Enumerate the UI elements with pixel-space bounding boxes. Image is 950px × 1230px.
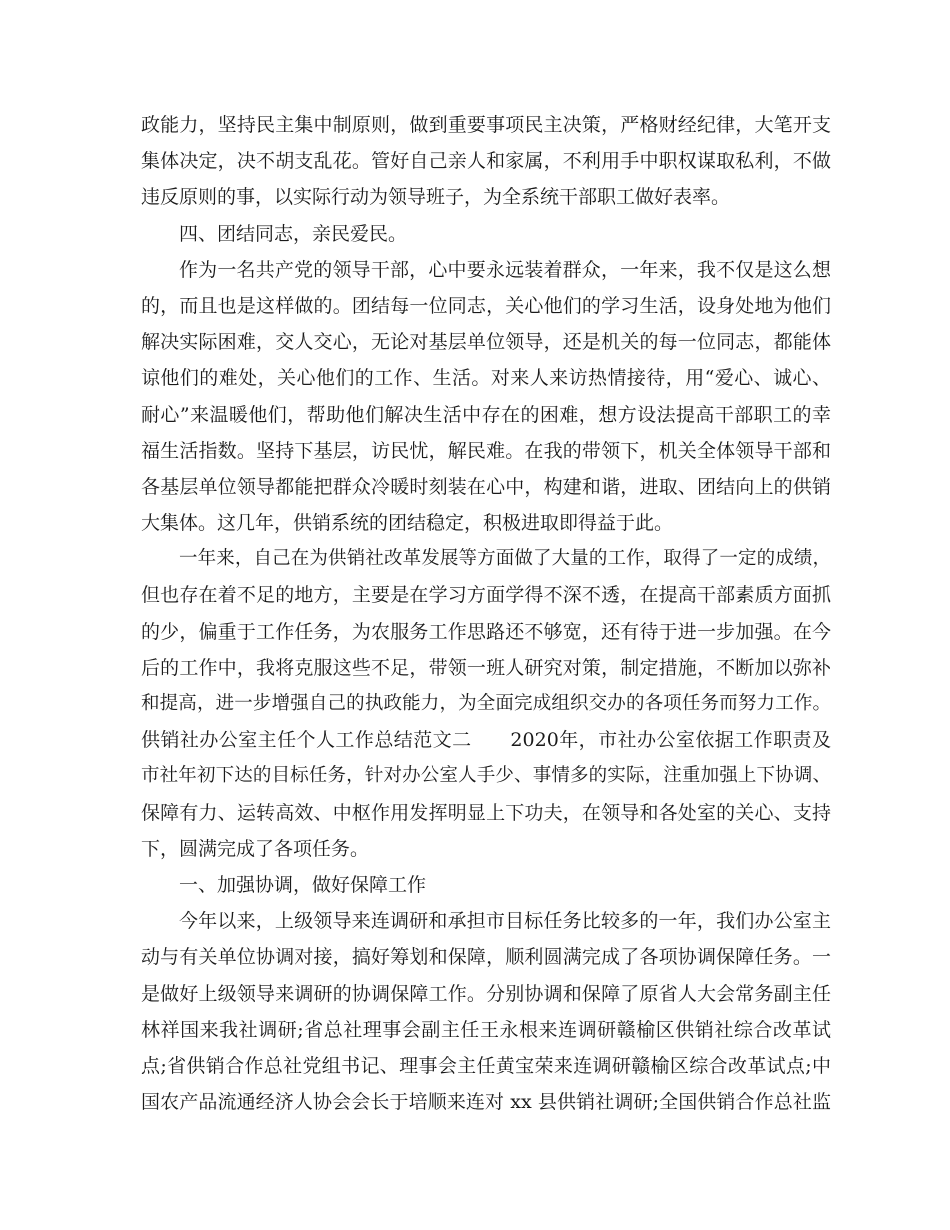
text-line: 解决实际困难，交人交心，无论对基层单位领导，还是机关的每一位同志，都能体: [141, 331, 831, 354]
text-line: 谅他们的难处，关心他们的工作、生活。对来人来访热情接待，用“爱心、诚心、: [141, 367, 831, 390]
text-line: 违反原则的事，以实际行动为领导班子，为全系统干部职工做好表率。: [141, 186, 731, 209]
text-line: 点;省供销合作总社党组书记、理事会主任黄宝荣来连调研赣榆区综合改革试点;中: [141, 1054, 831, 1077]
text-line: 四、团结同志，亲民爱民。: [179, 222, 408, 245]
text-line: 政能力，坚持民主集中制原则，做到重要事项民主决策，严格财经纪律，大笔开支: [141, 114, 831, 136]
text-line: 市社年初下达的目标任务，针对办公室人手少、事情多的实际，注重加强上下协调、: [141, 765, 831, 787]
text-line: 供销社办公室主任个人工作总结范文二 2020年，市社办公室依据工作职责及: [141, 729, 831, 752]
text-line: 今年以来，上级领导来连调研和承担市目标任务比较多的一年，我们办公室主: [179, 910, 831, 933]
text-line: 是做好上级领导来调研的协调保障工作。分别协调和保障了原省人大会常务副主任: [141, 982, 831, 1005]
text-line: 耐心”来温暖他们，帮助他们解决生活中存在的困难，想方设法提高干部职工的幸: [141, 403, 831, 426]
text-line: 国农产品流通经济人协会会长于培顺来连对 xx 县供销社调研;全国供销合作总社监: [141, 1091, 831, 1114]
text-line: 的少，偏重于工作任务，为农服务工作思路还不够宽，还有待于进一步加强。在今: [141, 620, 831, 643]
text-line: 的，而且也是这样做的。团结每一位同志，关心他们的学习生活，设身处地为他们: [141, 294, 831, 317]
text-line: 作为一名共产党的领导干部，心中要永远装着群众，一年来，我不仅是这么想: [179, 258, 831, 281]
document-body: [141, 107, 831, 1120]
text-line: 一、加强协调，做好保障工作: [179, 873, 427, 896]
text-line: 一年来，自己在为供销社改革发展等方面做了大量的工作，取得了一定的成绩，: [179, 548, 831, 570]
text-line: 各基层单位领导都能把群众冷暖时刻装在心中，构建和谐，进取、团结向上的供销: [141, 475, 831, 498]
text-line: 大集体。这几年，供销系统的团结稳定，积极进取即得益于此。: [141, 512, 674, 535]
text-line: 集体决定，决不胡支乱花。管好自己亲人和家属，不利用手中职权谋取私利，不做: [141, 150, 831, 173]
text-line: 后的工作中，我将克服这些不足，带领一班人研究对策，制定措施，不断加以弥补: [141, 656, 831, 679]
text-line: 林祥国来我社调研;省总社理事会副主任王永根来连调研赣榆区供销社综合改革试: [141, 1018, 831, 1041]
text-line: 福生活指数。坚持下基层，访民忧，解民难。在我的带领下，机关全体领导干部和: [141, 439, 831, 462]
text-line: 动与有关单位协调对接，搞好筹划和保障，顺利圆满完成了各项协调保障任务。一: [141, 946, 831, 969]
text-line: 下，圆满完成了各项任务。: [141, 837, 370, 860]
text-line: 保障有力、运转高效、中枢作用发挥明显上下功夫，在领导和各处室的关心、支持: [141, 801, 831, 824]
text-line: 但也存在着不足的地方，主要是在学习方面学得不深不透，在提高干部素质方面抓: [141, 584, 831, 607]
text-line: 和提高，进一步增强自己的执政能力，为全面完成组织交办的各项任务而努力工作。: [141, 693, 831, 714]
